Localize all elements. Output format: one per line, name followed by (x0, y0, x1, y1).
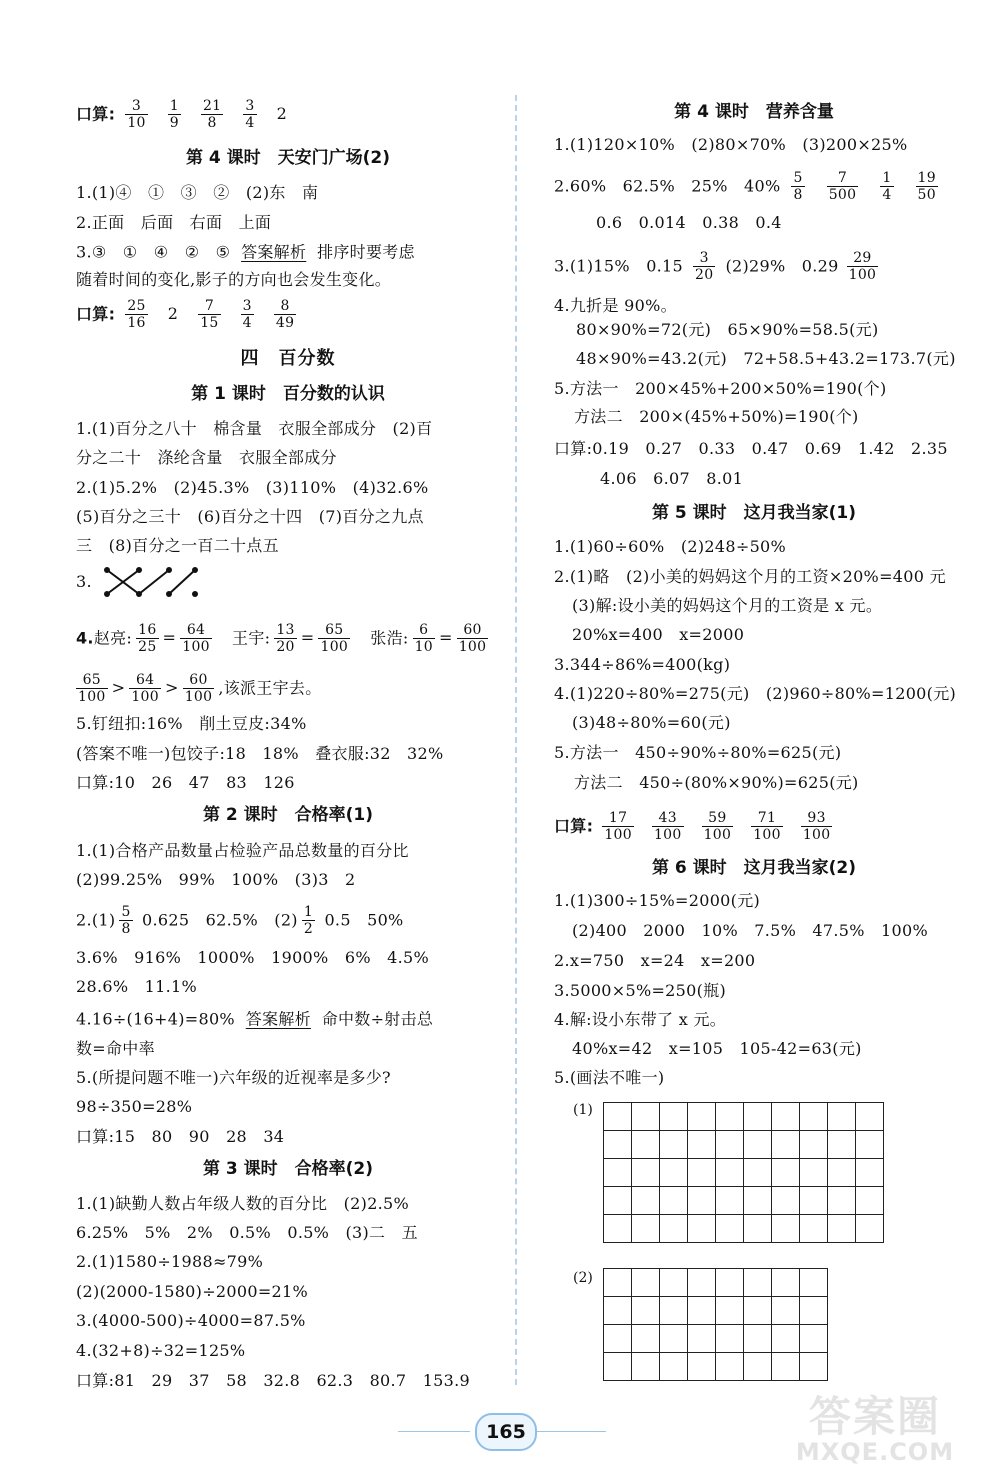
grid-cell (632, 1269, 660, 1297)
kousuan-value: 2 (276, 104, 288, 123)
grid-row (604, 1269, 828, 1297)
kousuan-row: 口算:0.19 0.27 0.33 0.47 0.69 1.42 2.35 (554, 439, 948, 458)
answer-text: 排序时要考虑 (317, 242, 415, 262)
answer-text: 0.5 50% (324, 910, 404, 930)
fraction: $\frac{7}{500}$ (828, 170, 857, 203)
page-number: 165 (475, 1413, 537, 1451)
answer-line: 1.(1)合格产品数量占检验产品总数量的百分比 (76, 841, 409, 860)
answer-line: 2.(1)1580÷1988≈79% (76, 1252, 264, 1271)
answer-text: (2)29% 0.29 (725, 256, 839, 276)
answer-line: (5)百分之三十 (6)百分之十四 (7)百分之九点 (76, 507, 424, 526)
grid-cell (632, 1103, 660, 1131)
grid-cell (688, 1269, 716, 1297)
answer-line: 方法二 450÷(80%×90%)=625(元) (574, 773, 859, 792)
lesson-heading: 第 2 课时 合格率(1) (202, 805, 374, 825)
answer-text: 0.625 62.5% (2) (142, 910, 298, 930)
kousuan-label: 口算: (554, 816, 594, 836)
grid-cell (604, 1131, 632, 1159)
grid-cell (716, 1215, 744, 1243)
answer-line: 1.(1)缺勤人数占年级人数的百分比 (2)2.5% (76, 1194, 410, 1213)
answer-text: 王宇: (232, 628, 271, 648)
grid-cell (660, 1353, 688, 1381)
answer-line: 98÷350=28% (76, 1097, 193, 1116)
grid-row (604, 1187, 884, 1215)
answer-line: 6.25% 5% 2% 0.5% 0.5% (3)二 五 (76, 1223, 418, 1242)
answer-line: (2)(2000-1580)÷2000=21% (76, 1282, 308, 1301)
kousuan-row: 口算:81 29 37 58 32.8 62.3 80.7 153.9 (76, 1371, 471, 1390)
grid-cell (800, 1131, 828, 1159)
fraction: $\frac{5}{8}$ (793, 170, 803, 203)
grid-cell (604, 1297, 632, 1325)
answer-line: (2)400 2000 10% 7.5% 47.5% 100% (572, 921, 929, 940)
grid-cell (856, 1215, 884, 1243)
matching-lines-diagram (101, 564, 201, 600)
answer-line: 0.6 0.014 0.38 0.4 (596, 213, 782, 232)
fraction: $\frac{7}{15}$ (200, 298, 219, 331)
fraction: $\frac{64}{100}$ (131, 672, 159, 705)
lesson-heading: 第 3 课时 合格率(2) (202, 1159, 374, 1179)
grid-cell (688, 1325, 716, 1353)
answer-line: 4.赵亮: $\frac{16}{25}$ = $\frac{64}{100}$ 王宇: $\frac{13}{20}$ = $\frac{65}{100}$ 张浩: $\frac{6}{10}$ = $\frac{60}{100}$ (76, 622, 487, 655)
grid-cell (856, 1187, 884, 1215)
grid-cell (828, 1131, 856, 1159)
kousuan-row: 4.06 6.07 8.01 (600, 469, 744, 488)
answer-line: 2.(1)5.2% (2)45.3% (3)110% (4)32.6% (76, 478, 429, 497)
fraction: $\frac{19}{50}$ (917, 170, 936, 203)
answer-line: 28.6% 11.1% (76, 977, 197, 996)
fraction: $\frac{29}{100}$ (848, 250, 877, 283)
fraction: $\frac{65}{100}$ (78, 672, 106, 705)
grid-cell (772, 1131, 800, 1159)
grid-cell (632, 1353, 660, 1381)
grid-cell (604, 1159, 632, 1187)
grid-cell (828, 1187, 856, 1215)
grid-cell (744, 1131, 772, 1159)
kousuan-row: 口算:15 80 90 28 34 (76, 1127, 285, 1146)
answer-line (76, 904, 404, 937)
grid-cell (800, 1215, 828, 1243)
grid-cell (716, 1269, 744, 1297)
grid-cell (688, 1297, 716, 1325)
fraction: $\frac{16}{25}$ (138, 622, 157, 655)
fraction: $\frac{6}{10}$ (414, 622, 433, 655)
answer-line (554, 170, 949, 203)
grid-cell (744, 1269, 772, 1297)
kousuan-label: 口算: (76, 104, 116, 124)
grid-cell (772, 1269, 800, 1297)
fraction-list (593, 810, 841, 843)
fraction: $\frac{8}{49}$ (275, 298, 295, 331)
lesson-heading: 第 6 课时 这月我当家(2) (651, 858, 857, 878)
fraction: $\frac{65}{100}$ (320, 622, 349, 655)
grid-cell (660, 1131, 688, 1159)
answer-line: 20%x=400 x=2000 (572, 625, 745, 644)
fraction: $\frac{21}{8}$ (202, 98, 222, 131)
grid-cell (716, 1103, 744, 1131)
answer-line: 5.(画法不唯一) (554, 1068, 665, 1087)
grid-cell (800, 1325, 828, 1353)
answer-line: (答案不唯一)包饺子:18 18% 叠衣服:32 32% (76, 744, 444, 763)
grid-cell (800, 1187, 828, 1215)
grid-cell (744, 1159, 772, 1187)
answer-line: 5.方法一 200×45%+200×50%=190(个) (554, 379, 887, 398)
grid-cell (632, 1215, 660, 1243)
grid-label: (1) (573, 1102, 593, 1118)
fraction: $\frac{71}{100}$ (753, 810, 781, 843)
fraction: $\frac{3}{10}$ (127, 98, 146, 131)
answer-line: 2.正面 后面 右面 上面 (76, 213, 272, 232)
grid-cell (716, 1325, 744, 1353)
fraction: $\frac{13}{20}$ (276, 622, 295, 655)
grid-cell (632, 1297, 660, 1325)
answer-line: 1.(1)120×10% (2)80×70% (3)200×25% (554, 135, 908, 154)
answer-text: 4.16÷(16+4)=80% (76, 1009, 235, 1029)
fraction: $\frac{1}{2}$ (303, 904, 314, 937)
grid-cell (744, 1187, 772, 1215)
watermark-text: 答案圈 (808, 1392, 941, 1441)
answer-line: 5.(所提问题不唯一)六年级的近视率是多少? (76, 1068, 391, 1087)
lesson-heading: 第 5 课时 这月我当家(1) (651, 503, 857, 523)
fraction: $\frac{3}{4}$ (245, 98, 255, 131)
grid-row (604, 1215, 884, 1243)
grid-cell (660, 1269, 688, 1297)
kousuan-label: 口算: (76, 304, 116, 324)
answer-text: 3. (76, 572, 92, 591)
fraction: $\frac{43}{100}$ (653, 810, 682, 843)
answer-text: 2.(1) (76, 910, 116, 930)
answer-line: $\frac{65}{100}$ > $\frac{64}{100}$ > $\frac{60}{100}$ ,该派王宇去。 (78, 672, 322, 705)
answer-line: 3.5000×5%=250(瓶) (554, 981, 727, 1000)
grid-cell (632, 1187, 660, 1215)
grid-cell (688, 1353, 716, 1381)
answer-line (76, 564, 201, 600)
fraction: $\frac{1}{9}$ (169, 98, 179, 131)
answer-line: 1.(1)④ ① ③ ② (2)东 南 (76, 183, 319, 202)
answer-number: 4. (76, 628, 94, 648)
fraction: $\frac{5}{8}$ (121, 904, 131, 937)
answer-line: 4.解:设小东带了 x 元。 (554, 1010, 727, 1029)
grid-cell (660, 1325, 688, 1353)
kousuan-row (554, 810, 841, 843)
kousuan-items (115, 98, 297, 131)
grid-cell (604, 1103, 632, 1131)
watermark-url: MXQE.COM (795, 1438, 955, 1466)
answer-text: 2.60% 62.5% 25% 40% (554, 176, 781, 196)
answer-line: 随着时间的变化,影子的方向也会发生变化。 (76, 270, 392, 289)
grid-cell (828, 1159, 856, 1187)
answer-line: 3.6% 916% 1000% 1900% 6% 4.5% (76, 948, 429, 967)
grid-cell (716, 1297, 744, 1325)
answer-line: 3.344÷86%=400(kg) (554, 655, 731, 674)
grid-cell (688, 1103, 716, 1131)
fraction: $\frac{3}{4}$ (242, 298, 252, 331)
grid-cell (604, 1269, 632, 1297)
grid-row (604, 1353, 828, 1381)
grid-cell (688, 1187, 716, 1215)
answer-line: 3.(4000-500)÷4000=87.5% (76, 1311, 306, 1330)
grid-cell (800, 1159, 828, 1187)
grid-cell (632, 1131, 660, 1159)
fraction: $\frac{59}{100}$ (703, 810, 732, 843)
grid-cell (716, 1353, 744, 1381)
answer-text: ,该派王宇去。 (218, 678, 322, 698)
grid-cell (716, 1131, 744, 1159)
lesson-heading: 第 4 课时 天安门广场(2) (185, 148, 391, 168)
drawing-grid (603, 1102, 884, 1243)
grid-cell (716, 1187, 744, 1215)
page-number-rule (534, 1431, 606, 1432)
grid-cell (856, 1159, 884, 1187)
grid-cell (660, 1159, 688, 1187)
grid-cell (800, 1103, 828, 1131)
answer-line: 5.方法一 450÷90%÷80%=625(元) (554, 743, 842, 762)
grid-row (604, 1325, 828, 1353)
grid-cell (772, 1103, 800, 1131)
grid-cell (688, 1159, 716, 1187)
grid-cell (744, 1103, 772, 1131)
answer-line: 1.(1)300÷15%=2000(元) (554, 891, 761, 910)
grid-cell (800, 1353, 828, 1381)
answer-text: 张浩: (370, 628, 409, 648)
grid-cell (856, 1103, 884, 1131)
answer-line: 4.(32+8)÷32=125% (76, 1341, 246, 1360)
answer-line: 5.钉纽扣:16% 削土豆皮:34% (76, 714, 307, 733)
fraction: $\frac{60}{100}$ (458, 622, 487, 655)
fraction: $\frac{3}{20}$ (695, 250, 714, 283)
answer-line: 48×90%=43.2(元) 72+58.5+43.2=173.7(元) (576, 349, 956, 368)
answer-line: 80×90%=72(元) 65×90%=58.5(元) (576, 320, 879, 339)
grid-cell (632, 1159, 660, 1187)
grid-cell (800, 1297, 828, 1325)
answer-line: (3)解:设小美的妈妈这个月的工资是 x 元。 (572, 596, 883, 615)
grid-cell (856, 1131, 884, 1159)
grid-cell (660, 1187, 688, 1215)
kousuan-row (76, 298, 306, 331)
grid-cell (660, 1297, 688, 1325)
answer-text: 3.③ ① ④ ② ⑤ (76, 242, 231, 262)
answer-line (76, 241, 415, 264)
grid-cell (772, 1159, 800, 1187)
answer-line: 三 (8)百分之一百二十点五 (76, 536, 279, 555)
grid-cell (688, 1215, 716, 1243)
grid-cell (716, 1159, 744, 1187)
kousuan-row-top (76, 98, 297, 131)
fraction: $\frac{17}{100}$ (604, 810, 632, 843)
grid-cell (744, 1297, 772, 1325)
unit-title: 四 百分数 (240, 348, 336, 369)
grid-row (604, 1103, 884, 1131)
answer-text: 赵亮: (93, 628, 133, 648)
grid-cell (772, 1187, 800, 1215)
answer-line: 分之二十 涤纶含量 衣服全部成分 (76, 448, 337, 467)
kousuan-items (115, 298, 306, 331)
grid-row (604, 1159, 884, 1187)
answer-line: 方法二 200×(45%+50%)=190(个) (574, 407, 859, 426)
kousuan-value: 2 (167, 304, 179, 323)
fraction: $\frac{25}{16}$ (127, 298, 146, 331)
grid-cell (604, 1325, 632, 1353)
answer-line (76, 1008, 433, 1031)
grid-cell (828, 1215, 856, 1243)
lesson-heading: 第 4 课时 营养含量 (674, 102, 834, 122)
kousuan-row: 口算:10 26 47 83 126 (76, 773, 295, 792)
grid-cell (604, 1353, 632, 1381)
grid-cell (772, 1353, 800, 1381)
answer-line: 2.(1)略 (2)小美的妈妈这个月的工资×20%=400 元 (554, 567, 946, 586)
grid-row (604, 1131, 884, 1159)
grid-cell (744, 1325, 772, 1353)
answer-line: 数=命中率 (76, 1039, 155, 1058)
fraction: $\frac{60}{100}$ (184, 672, 213, 705)
lesson-heading: 第 1 课时 百分数的认识 (191, 384, 385, 404)
grid-cell (660, 1103, 688, 1131)
grid-cell (772, 1215, 800, 1243)
grid-label: (2) (573, 1270, 593, 1286)
fraction: $\frac{1}{4}$ (882, 170, 892, 203)
answer-line: 4.(1)220÷80%=275(元) (2)960÷80%=1200(元) (554, 684, 957, 703)
answer-line: 40%x=42 x=105 105-42=63(元) (572, 1039, 862, 1058)
grid-row (604, 1297, 828, 1325)
grid-cell (800, 1269, 828, 1297)
fraction: $\frac{64}{100}$ (182, 622, 210, 655)
grid-cell (688, 1131, 716, 1159)
grid-cell (772, 1325, 800, 1353)
answer-line: 1.(1)60÷60% (2)248÷50% (554, 537, 787, 556)
answer-text: 命中数÷射击总 (321, 1009, 434, 1029)
fraction-list (780, 170, 948, 203)
answer-line: 1.(1)百分之八十 棉含量 衣服全部成分 (2)百 (76, 419, 433, 438)
answer-analysis-label: 答案解析 (241, 242, 307, 262)
grid-cell (828, 1103, 856, 1131)
fraction: $\frac{93}{100}$ (802, 810, 831, 843)
answer-line: 2.x=750 x=24 x=200 (554, 951, 756, 970)
answer-text: 3.(1)15% 0.15 (554, 256, 684, 276)
answer-line: (2)99.25% 99% 100% (3)3 2 (76, 870, 356, 889)
grid-cell (604, 1187, 632, 1215)
page-number-rule (398, 1431, 470, 1432)
grid-cell (744, 1353, 772, 1381)
answer-line (554, 250, 882, 283)
answer-analysis-label: 答案解析 (245, 1009, 311, 1029)
watermark-logo (765, 1392, 985, 1470)
grid-cell (772, 1297, 800, 1325)
grid-cell (660, 1215, 688, 1243)
column-separator (515, 95, 517, 1385)
grid-cell (604, 1215, 632, 1243)
answer-line: 4.九折是 90%。 (554, 296, 677, 315)
drawing-grid (603, 1268, 828, 1381)
answer-line: (3)48÷80%=60(元) (572, 713, 731, 732)
grid-cell (744, 1215, 772, 1243)
grid-cell (632, 1325, 660, 1353)
